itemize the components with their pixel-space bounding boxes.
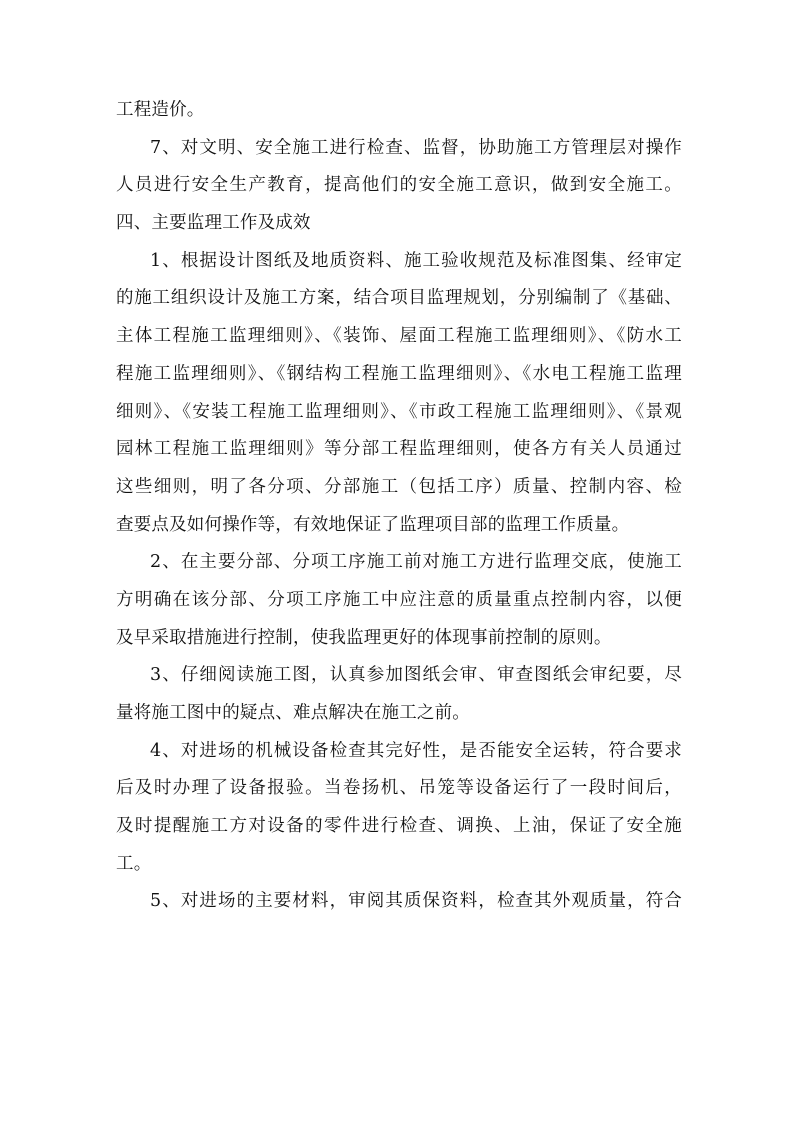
text-line: 量将施工图中的疑点、难点解决在施工之前。 bbox=[116, 703, 470, 723]
text-line: 7、对文明、安全施工进行检查、监督，协助施工方管理层对操作 bbox=[150, 137, 682, 158]
text-line: 3、仔细阅读施工图，认真参加图纸会审、审查图纸会审纪要，尽 bbox=[150, 665, 682, 686]
text-line: 细则》、《安装工程施工监理细则》、《市政工程施工监理细则》、《景观 bbox=[116, 401, 682, 422]
text-line: 四、主要监理工作及成效 bbox=[116, 213, 311, 234]
text-line: 4、对进场的机械设备检查其完好性，是否能安全运转，符合要求 bbox=[150, 740, 682, 761]
text-line: 方明确在该分部、分项工序施工中应注意的质量重点控制内容，以便 bbox=[116, 589, 682, 610]
text-line: 查要点及如何操作等，有效地保证了监理项目部的监理工作质量。 bbox=[116, 514, 630, 535]
text-line: 主体工程施工监理细则》、《装饰、屋面工程施工监理细则》、《防水工 bbox=[116, 326, 682, 347]
text-line: 及时提醒施工方对设备的零件进行检查、调换、上油，保证了安全施 bbox=[116, 816, 682, 837]
text-line: 5、对进场的主要材料，审阅其质保资料，检查其外观质量，符合 bbox=[150, 891, 682, 912]
text-line: 的施工组织设计及施工方案，结合项目监理规划，分别编制了《基础、 bbox=[116, 288, 682, 309]
text-line: 园林工程施工监理细则》等分部工程监理细则，使各方有关人员通过 bbox=[116, 439, 682, 460]
text-line: 1、根据设计图纸及地质资料、施工验收规范及标准图集、经审定 bbox=[150, 250, 682, 271]
text-line: 人员进行安全生产教育，提高他们的安全施工意识，做到安全施工。 bbox=[116, 175, 682, 196]
text-line: 2、在主要分部、分项工序施工前对施工方进行监理交底，使施工 bbox=[150, 552, 682, 573]
text-line: 后及时办理了设备报验。当卷扬机、吊笼等设备运行了一段时间后， bbox=[116, 778, 682, 799]
text-line: 及早采取措施进行控制，使我监理更好的体现事前控制的原则。 bbox=[116, 627, 612, 648]
text-line: 工。 bbox=[116, 853, 152, 874]
text-line: 这些细则，明了各分项、分部施工（包括工序）质量、控制内容、检 bbox=[116, 476, 682, 497]
document-body bbox=[116, 92, 682, 921]
text-line: 程施工监理细则》、《钢结构工程施工监理细则》、《水电工程施工监理 bbox=[116, 363, 682, 384]
text-line: 工程造价。 bbox=[116, 100, 205, 120]
